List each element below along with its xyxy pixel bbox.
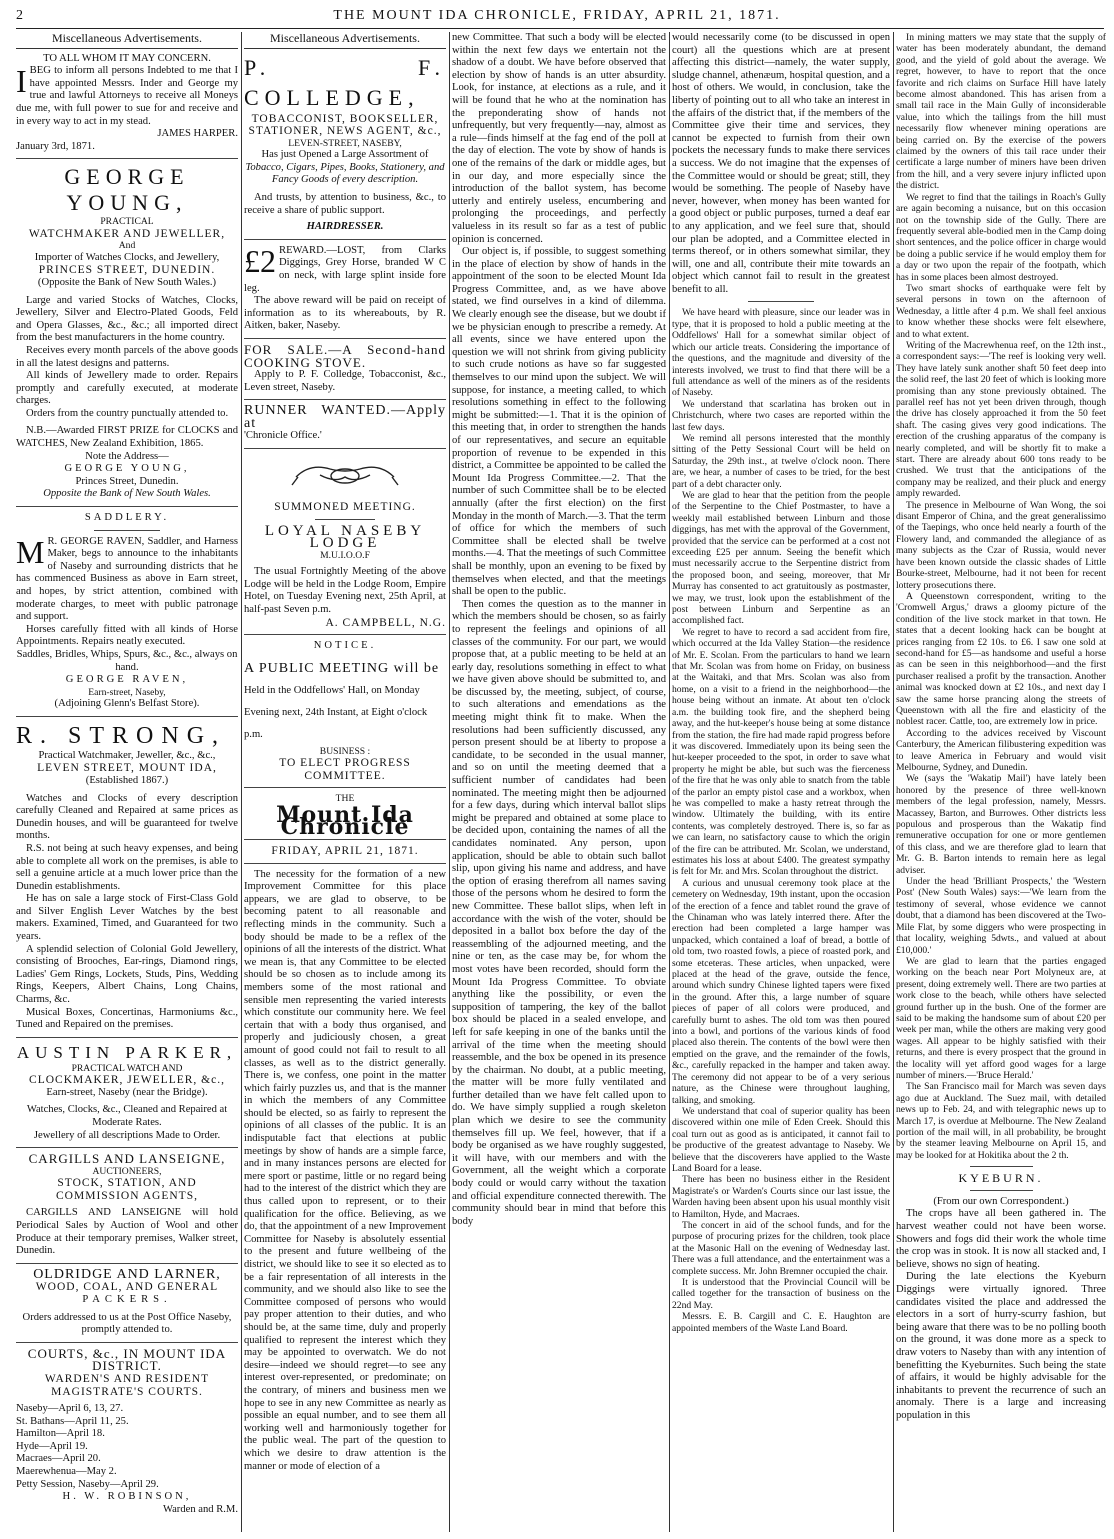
ad-line: WATCHMAKER AND JEWELLER, [28,227,226,240]
parker-ad [16,1043,238,1142]
ad-signature: JAMES HARPER. [157,128,238,140]
divider [315,519,376,520]
news-item: The San Francisco mail for March was seven days ago due at Auckland. The Suez mail, with detailed news up to Feb. 24, and with telegraphic news up to March 17, is overdue at Melbourne. The New Zealand portion of the mail will, in all probability, be brought by the steamer leaving Melbourne on April 15, and may be looked for at Hokitika about the 2 th. [896,1081,1106,1161]
ad-signature: H. W. ROBINSON, [62,1491,192,1503]
divider [16,1263,238,1264]
ad-heading: A PUBLIC MEETING will be [244,660,440,676]
section-title: Miscellaneous Advertisements. [16,32,238,49]
page-number: 2 [16,8,23,23]
colledge-ad [244,53,446,234]
divider [244,787,446,788]
ad-line: Importer of Watches Clocks, and Jewellery, [34,251,220,263]
ad-line: 'Chronicle Office.' [244,430,322,442]
ad-line: Evening next, 24th Instant, at Eight o'clock [244,706,428,718]
editorial-text: The necessity for the formation of a new Improvement Committee for this place appears, we are glad to observe, to be becoming patent to all reasonable and reflecting minds in the community. Such a body should be made to be a reflex of the opinions of all the interests of the district. What we mean is, that any Committee to be elected should be so chosen as to include among its members some of the most rational and sensible men representing the varied interests which constitute our community here. We feel certain that with a body thus organised, and properly and judiciously chosen, a great amount of good could not fail to result to all classes, as well as to the district generally. There is, we confess, one point in the matter which fairly puzzles us, and that is the manner in which the members of any Committee should be elected, so as fairly to represent the opinions of all classes of the public. It is an indisputable fact that elections at public meetings by show of hands are a simple farce, and in many instances persons are elected for mere sport or pastime, little or no regard being had to the interest of the district which they are thus called upon to represent, or to their qualification for the office. Believing, as we do, that the appointment of a new Improvement Committee for Naseby is absolutely essential to the present and future wellbeing of the district, we should like to see it so elected as to be a fair representation of all interests in the community, and we should also like to see the Committee composed of persons who would pay proper attention to their duties, and who should be, at the same time, duly and properly qualified to represent the interest which they may be appointed to overwatch. We do not desire—indeed we should regret—to see any interest over-represented, or predominate; on the contrary, of miners and business men we hope to see in any new Committee as nearly as possible an equal number, and to see them all working well and harmoniously together for the public weal. The part of the question to which we desire to draw attention is the manner or mode of election of a [244,868,446,1472]
news-item: Messrs. E. B. Cargill and C. E. Haughton are appointed members of the Waste Land Board. [672,1311,890,1334]
ad-line: (Established 1867.) [85,774,169,786]
meeting-ad [244,640,446,782]
divider [16,1342,238,1343]
ad-line: Tobacco, Cigars, Pipes, Books, Stationery, and Fancy Goods of every description. [245,161,445,186]
ad-line: WARDEN'S AND RESIDENT MAGISTRATE'S COURTS. [44,1372,210,1398]
divider [16,158,238,159]
ad-line: Practical Watchmaker, Jeweller, &c., &c., [38,749,216,761]
column-4 [672,32,890,1334]
ad-line: CLOCKMAKER, JEWELLER, &c., [29,1074,225,1087]
court-date: St. Bathans—April 11, 25. [16,1415,129,1427]
news-item: The presence in Melbourne of Wan Wong, the soi disant Emperor of China, and the great generalissimo of the Taepings, who once held nearly a fourth of the Flowery land, and commanded the allegiance of as many subjects as the Czar of Russia, would never have been known outside the classic shades of Little Bourke-street, Melbourne, had it not been for recent lottery prosecutions there. [896,499,1106,591]
news-item: We understand that coal of superior quality has been discovered within one mile of Eden Creek. Should this coal turn out as good as is anticipated, it cannot fail to be productive of the greatest advantage to Naseby. We believe that the discoverers have applied to the Waste Land Board for a lease. [672,1105,890,1174]
courts-notice [16,1345,238,1517]
ad-body: And trusts, by attention to business, &c., to receive a share of public support. [244,191,446,216]
section-title: Miscellaneous Advertisements. [244,32,446,49]
reward-amount: £2 [244,242,276,279]
ad-body: BEG to inform all persons Indebted to me that I have appointed Messrs. Inder and George my true and lawful Attorneys to receive all Moneys due me, with full power to sue for and receive and in every way to act in my stead. [16,65,238,127]
divider [94,530,161,531]
court-date: Naseby—April 6, 13, 27. [16,1403,124,1415]
news-item: We understand that scarlatina has broken out in Christchurch, where two cases are reported within the last few days. [672,398,890,433]
divider [16,506,238,507]
kyeburn-text: The crops have all been gathered in. The harvest weather could not have been worse. Showers and fogs did their work the whole time the crop was in stook. It is now all stacked and, I believe, shows no sign of heating. [896,1208,1106,1270]
ad-name: P. F. COLLEDGE, [244,54,446,110]
oldridge-ad [16,1266,238,1337]
nameplate [244,793,446,863]
header-rule [16,28,1104,29]
ad-heading: NOTICE. [313,640,377,652]
ad-heading: SUMMONED MEETING. [274,501,416,514]
ad-name: CARGILLS AND LANSEIGNE, [28,1151,226,1167]
clasped-hands-icon [290,455,400,495]
news-item: Two smart shocks of earthquake were felt by several persons in town on the afternoon of Wednesday, a little after 4 p.m. We shall feel anxious to know whether these shocks were felt elsewhere, and to what extent. [896,282,1106,340]
raven-ad [16,512,238,711]
ad-line: Princes Street, Dunedin. [75,475,179,487]
ad-body: Orders from the country punctually attended to. [26,407,229,419]
ad-line: STOCK, STATION, AND COMMISSION AGENTS, [56,1177,198,1202]
editorial-text: new Committee. That such a body will be elected within the next few days we entertain not the shadow of a doubt. We have before observed that election by show of hands is an utter absurdity. Look, for instance, at elections as a rule, and it will be found that he who at the nomination has the preponderating show of hands not unfrequently, but very frequently—nay, almost as a rule—finds himself at the fag end of the poll at the day of election. The vote by show of hands is one of the remains of the dark or middle ages, but in our day, and more especially since the introduction of the ballot system, has become utterly and entirely useless, encumbering and prolonging the proceedings, and perfectly valueless in its result so far as a test of public opinion is concerned. [452,32,666,245]
kyeburn-heading: KYEBURN. [958,1171,1044,1186]
editorial-text: Then comes the question as to the manner in which the members should be chosen, so as fairly to represent the feelings and opinions of all classes of the community. For our part, we would propose that, at a public meeting to be held at an early day, resolutions something in effect to what we have given above should be submitted to, and be discussed by, the meeting, subject, of course, to such alterations and emendations as the meeting might think fit to make. When the resolutions had been sufficiently discussed, any person present should be at liberty to propose a candidate, to be seconded in the usual manner, and so on until the meeting deemed that a sufficient number of candidates had been nominated. The meeting might then be adjourned for a few days, during which interval ballot slips might be prepared and obtained at some place to be decided upon, containing the names of all the candidates nominated. Any person, upon application, should be able to obtain such ballot slip, upon giving his name and address, and have the option of erasing therefrom all names saving those of the persons whom he desired to form the new Committee. These ballot slips, when left in accordance with the wish of the voter, should be deposited in a ballot box before the day of the reassembling of the adjourned meeting, and the nine or ten, as the case may be, for whom the most votes have been recorded, should form the Mount Ida Progress Committee. To obviate anything like the possibility, or even the supposition of tampering, the key of the ballot box should be placed in a sealed envelope, and left for safe keeping in one of the banks until the arrival of the time when the meeting should reassemble, and the box be opened in its presence by the chairman. No doubt, at a public meeting, the matter will be more fully ventilated and further detailed than we have felt called upon to do. We have simply supplied a rough skeleton plan which we desire to see the community themselves fill up. We feel, however, that if a body be organised as we have roughly suggested, it will have, with our members and with the Government, all the weight which a corporate body could or would carry without the taxation and official expenditure connected therewith. The community should bear in mind that before this body [452,598,666,1227]
ad-signature: A. CAMPBELL, N.G. [325,616,446,629]
ad-line: TO ELECT PROGRESS COMMITTEE. [279,757,411,782]
news-item: We (says the 'Wakatip Mail') have lately been honored by the presence of three well-known members of the legal profession, namely, Messrs. Macassey, Barton, and Burrowes. Other districts less populous and prosperous than the Wakatip find remunerative occupation for one or more gentlemen of this class, and we are therefore glad to learn that Mr. G. B. Barton intends to remain here as legal adviser. [896,773,1106,876]
news-item: Writing of the Macrewhenua reef, on the 12th inst., a correspondent says:—'The reef is looking very well. They have lately sunk another shaft 50 feet deep into the solid reef, the last 20 feet of which is looking more promising than any stone previously obtained. The parallel reef has not yet been driven through, though the drive has closely approached it from the 50 feet shaft. The casing gives very good indications. The erection of the crushing apparatus of the company is nearly completed, and will be shortly fit to make a start. There are already about 600 tons ready to be crushed. We trust that the anticipations of the company may be realized, and their pluck and energy amply rewarded. [896,339,1106,500]
cargills-ad [16,1153,238,1258]
column-3 [452,32,666,1228]
sale-ad [244,341,446,394]
ad-body: Horses carefully fitted with all kinds of Horse Appointments. Repairs neatly executed. [16,623,238,648]
ad-body: CARGILLS AND LANSEIGNE will hold Periodical Sales by Auction of Wool and other Produce at their temporary premises, Walker street, Dunedin. [16,1207,238,1257]
ad-line: LEVEN-STREET, NASEBY, [288,137,402,149]
divider [244,634,446,635]
column-rule [449,32,450,1532]
ad-heading: RUNNER WANTED.—Apply at [244,403,446,431]
ad-line: Has just Opened a Large Assortment of [261,149,429,161]
column-rule [241,32,242,1532]
column-rule [893,32,894,1532]
column-5 [896,32,1106,1423]
ad-line: Held in the Oddfellows' Hall, on Monday [244,684,420,696]
news-item: We remind all persons interested that the monthly sitting of the Petty Sessional Court will be held on Saturday, the 29th inst., at twelve o'clock noon. There are, we hear, a number of cases to be tried, for the best part of a debt character only. [672,432,890,490]
divider [970,1166,1033,1167]
court-date: Hyde—April 19. [16,1440,88,1452]
court-date: Maerewhenua—May 2. [16,1466,117,1478]
running-head: THE MOUNT IDA CHRONICLE, FRIDAY, APRIL 21, 1871. [333,8,781,23]
divider [16,1147,238,1148]
ad-name: R. STRONG, [16,722,227,749]
ad-body: Apply to P. F. Colledge, Tobacconist, &c., Leven street, Naseby. [244,369,446,393]
reward-ad [244,242,446,333]
ad-line: p.m. [244,728,263,740]
ad-line: TOBACCONIST, BOOKSELLER, STATIONER, NEWS AGENT, &c., [248,112,442,138]
divider [16,1037,238,1038]
news-item: We are glad to hear that the petition from the people of the Serpentine to the Chief Postmaster, to have a weekly mail established between Linburn and those diggings, has met with the approval of the Government, provided that the service can be performed at a cost not exceeding £25 per annum. Seeing the benefit which must necessarily accrue to the Serpentine district from the proposed boon, and seeing, moreover, that Mr Murray has consented to act gratuitously as postmaster, we may, we trust, look upon the establishment of the post between Linburn and Serpentine as an accomplished fact. [672,489,890,627]
ad-line: Earn-street, Naseby, [88,686,166,698]
ad-body: Watches, Clocks, &c., Cleaned and Repaired at Moderate Rates. [26,1104,228,1128]
ad-heading: COURTS, &c., IN MOUNT IDA DISTRICT. [27,1345,227,1374]
issue-date: FRIDAY, APRIL 21, 1871. [271,845,419,857]
kyeburn-text: During the late elections the Kyeburn Diggings were virtually ignored. Three candidates visited the place and addressed the electors in a sort of hurry-scurry fashion, but being aware that there was to be no polling booth on the ground, it was done more as a speck to draw voters to Naseby than with any intention of benefitting the Kyeburnites. Such being the state of affairs, it would be highly advisable for the inhabitants to prevent the recurrence of such an anomaly. There is a large and increasing population in this [896,1271,1106,1421]
ad-line: And [118,240,136,252]
nameplate-the: THE [335,793,355,805]
news-item: Under the head 'Brilliant Prospects,' the 'Western Post' (New South Wales) says:—'We learn from the testimony of several, whose evidence we cannot doubt, that a diamond has been discovered at the Two-Mile Flat, by some diggers who were prospecting in that locality, weighing 5dwts., and valued at about £10,000.' [896,876,1106,956]
ad-line: M.U.I.O.O.F [320,549,370,561]
drop-cap: I [16,63,27,100]
ad-line: Earn-street, Naseby (near the Bridge). [46,1086,208,1098]
news-item: It is understood that the Provincial Council will be called together for the transaction of business on the 22nd May. [672,1277,890,1311]
news-item: There has been no business either in the Resident Magistrate's or Warden's Courts since our last issue, the Warden having been absent upon his usual monthly visit to Hamilton, Hyde, and Macraes. [672,1174,890,1220]
column-rule [669,32,670,1532]
ad-body: N.B.—Awarded FIRST PRIZE for CLOCKS and WATCHES, New Zealand Exhibition, 1865. [16,425,238,450]
ad-line: BUSINESS : [319,745,371,757]
ad-line: (Opposite the Bank of New South Wales.) [37,276,217,288]
court-date: Petty Session, Naseby—April 29. [16,1478,159,1490]
ad-line: GEORGE YOUNG, [64,463,190,475]
ad-body: He has on sale a large stock of First-Class Gold and Silver English Lever Watches by the best makers. Examined, Timed, and Guaranteed for two years. [16,893,238,943]
divider [244,338,446,339]
divider [244,239,446,240]
ad-name: GEORGE YOUNG, [64,164,190,216]
ad-name: LOYAL NASEBY LODGE [264,522,426,552]
ad-date: January 3rd, 1871. [16,140,95,152]
lodge-ad [244,455,446,629]
divider [970,1190,1033,1191]
strong-ad [16,722,238,1032]
ad-heading: TO ALL WHOM IT MAY CONCERN. [43,52,211,64]
ad-body: R.S. not being at such heavy expenses, and being able to complete all work on the premises, is able to sell a genuine article at a much lower price than the Dunedin establishments. [16,842,238,892]
ad-line: LEVEN STREET, MOUNT IDA, [37,762,217,775]
news-item: A Queenstown correspondent, writing to the 'Cromwell Argus,' draws a gloomy picture of the condition of the live stock market in that town. He states that a decent looking hack can be bought at prices ranging from £2 10s. to £6. I saw one sold at second-hand for £5—as handsome and useful a horse as can be seen in this neighborhood—and the first purchaser realised a profit by the transaction. Another animal was knocked down at £2 10s., and next day I saw the same horse prancing along the streets of Queenstown with all the fire and elasticity of the noblest racer. Cattle, too, are extremely low in price. [896,590,1106,728]
kyeburn-byline: (From our own Correspondent.) [933,1195,1069,1207]
ad-body: R. GEORGE RAVEN, Saddler, and Harness Maker, begs to announce to the inhabitants of Naseby and surrounding districts that he has commenced Business as above in Earn street, and hopes, by strict attention, combined with moderate charges, to meet with public patronage and support. [16,535,238,623]
editorial-text: Our object is, if possible, to suggest something in the place of election by show of hands in the appointment of the soon to be elected Mount Ida Progress Committee, and, as we have above stated, we find ourselves in a kind of dilemma. We clearly enough see the disease, but we doubt if we be physician enough to prescribe a remedy. At all events, since we have entered upon the question we will not shrink from giving publicity to such crude notions as have so far suggested themselves to our mind upon the subject. We will suppose, for instance, a meeting called, to which resolutions something in effect to the following might be submitted:—1. That it is the opinion of this meeting that, in order to strengthen the hands of our representatives, and secure an equitable proportion of revenue to be expended in this district, a Committee be appointed to be called the Mount Ida Progress Committee.—2. That the number of such Committee shall be to be elected annually (after the first election) on the first Monday in the month of March.—3. That the term of office for which the members of such Committee shall be elected shall be twelve months.—4. That the meetings of such Committee shall be monthly, upon an evening to be fixed by themselves when elected, and that the meetings shall be open to the public. [452,246,666,598]
ad-name: AUSTIN PARKER, [16,1042,238,1062]
ad-line: WOOD, COAL, AND GENERAL [35,1281,219,1294]
ad-body: The usual Fortnightly Meeting of the above Lodge will be held in the Lodge Room, Empire Hotel, on Tuesday Evening next, 25th April, at half-past Seven p.m. [244,566,446,616]
ad-line: PRACTICAL [100,216,154,228]
ad-line: (Adjoining Glenn's Belfast Store). [54,698,200,710]
page-header [0,6,1114,26]
news-item: A curious and unusual ceremony took place at the cemetery on Wednesday, 19th instant, upon the occasion of the erection of a fence and tablet round the grave of the Chinaman who was lately interred there. After the erection had been completed a large hamper was unpacked, which contained a loaf of bread, a bottle of old tom, two roasted fowls, a piece of roasted pork, and some etceteras. These articles, when unpacked, were placed at the head of the grave, outside the fence, around which sundry Chinese lighted tapers were fixed in the ground. After this, a large number of square pieces of paper of all colors were produced, and carefully burnt to ashes. The old tom was then poured into a bowl, and portions of the various kinds of food placed also therein. The contents of the bowl were then emptied on the grave, and the remainder of the fowls, &c., carefully repacked in the hamper and taken away. The ceremony did not appear to be of a very serious nature, as the Chinese were throughout laughing, talking, and smoking. [672,877,890,1106]
divider [748,301,813,302]
news-item: We regret to have to record a sad accident from fire, which occurred at the Ida Valley Station—the residence of Mr. E. Scolan. From the particulars to hand we learn that Mr. Scolan was from home on Friday, on business at the Waitaki, and that Mrs. Scolan was also from home, on a visit to a friend in the neighborhood—the house being without an inmate. At about ten o'clock a.m. the building took fire, and the shepherd being away, and the hut-keeper's house being at some distance from the station, the fire had made rapid progress before it was discovered. Immediately upon its being seen the hut-keeper proceeded to the spot, in order to save what property he might be able, but such was the fierceness of the fire that he was only able to snatch from the table of the parlor an empty pistol case and a workbox, when he was compelled to make a hasty retreat through the window. Ultimately the building, with its entire contents, was completely destroyed. There is, so far as we can learn, no satisfactory cause to which the origin of the fire can be attributed. Mr. Scolan, we understand, estimates his loss at about £400. The greatest sympathy is felt for Mr. and Mrs. Scolan throughout the district. [672,626,890,878]
court-date: Macraes—April 20. [16,1453,101,1465]
divider [244,863,446,864]
ad-body: All kinds of Jewellery made to order. Repairs promptly and carefully executed, at moderate charges. [16,370,238,407]
ad-body: Orders addressed to us at the Post Office Naseby, promptly attended to. [22,1311,232,1336]
ad-line: PRACTICAL WATCH AND [71,1062,183,1074]
ad-heading: SADDLERY. [84,512,170,524]
ad-line: Saddles, Bridles, Whips, Spurs, &c., &c., always on hand. [16,648,238,673]
news-item: We have heard with pleasure, since our leader was in type, that it is proposed to hold a public meeting at the Oddfellows' Hall for a somewhat similar object of which our article treats. Considering the importance of the questions, and the magnitude and diversity of the interests involved, we trust to find that there will be a full attendance as well of the miners as of the residents of Naseby. [672,307,890,399]
ad-line: GEORGE RAVEN, [65,674,189,686]
ad-line: AUCTIONEERS, [92,1165,162,1177]
news-item: According to the advices received by Viscount Canterbury, the American filibustering expedition was to leave America in February and would visit Melbourne, Sydney, and Dunedin. [896,727,1106,773]
column-1 [16,32,238,1516]
ad-line: PACKERS. [82,1293,172,1305]
harper-ad [16,53,238,154]
nameplate-title: Mount Ida Chronicle [276,801,414,841]
drop-cap: M [16,533,45,570]
court-date: Hamilton—April 18. [16,1428,105,1440]
ad-body: REWARD.—LOST, from Clarks Diggings, Grey Horse, branded W C on neck, with large splint inside fore leg. [244,244,446,294]
news-item: In mining matters we may state that the supply of water has been moderately abundant, the demand good, and the yield of gold about the average. We regret, however, to have to report that the once favorite and rich claims on Surface Hill have lately become almost abandoned. This has arisen from a small tail race in the Main Gully of inconsiderable value, into which the tailings from the hill must necessarily flow whenever mining operations are being carried on. By the exercise of the powers claimed by the owners of this tail race under their certificate a large number of miners have been driven from the hill, and a very severe injury inflicted upon the district. [896,32,1106,192]
runner-ad [244,405,446,443]
ad-body: Musical Boxes, Concertinas, Harmoniums &c., Tuned and Repaired on the premises. [16,1006,238,1031]
ad-body: Receives every month parcels of the above goods in all the latest designs and patterns. [16,344,238,369]
ad-line: Note the Address— [85,450,169,462]
ad-body: Large and varied Stocks of Watches, Clocks, Jewellery, Silver and Electro-Plated Goods, Feld and Opera Glasses, &c., &c.; all imported direct from the best manufacturers in the home country. [16,294,238,344]
ad-body: The above reward will be paid on receipt of information as to its whereabouts, by R. Aitken, baker, Naseby. [244,295,446,332]
ad-line: Warden and R.M. [162,1503,238,1515]
ad-name: OLDRIDGE AND LARNER, [33,1266,221,1282]
column-2 [244,32,446,1473]
news-item: The concert in aid of the school funds, and for the purpose of procuring prizes for the children, took place at the Masonic Hall on the evening of Wednesday last. There was a full attendance, and the entertainment was a complete success. Mr. John Bremner occupied the chair. [672,1219,890,1277]
ad-body: A splendid selection of Colonial Gold Jewellery, consisting of Brooches, Ear-rings, Diamond rings, Ladies' Gem Rings, Lockets, Studs, Pins, Wedding Rings, Keepers, Albert Chains, Long Chains, Charms, &c. [16,943,238,1006]
news-item: We regret to find that the tailings in Roach's Gully are again becoming a nuisance, but on this occasion not on the township side of the Gully. There are frequently several able-bodied men in the Camp doing short sentences, and the police officer in charge would be doing a public service if he would employ them for a day or two upon the repair of the footpath, which has in some places been almost destroyed. [896,191,1106,283]
divider [244,399,446,400]
divider [244,448,446,449]
ad-heading: HAIRDRESSER. [306,221,384,233]
ad-line: Opposite the Bank of New South Wales. [43,488,211,500]
young-ad [16,164,238,501]
ad-line: PRINCES STREET, DUNEDIN. [38,264,216,277]
ad-body: Watches and Clocks of every description carefully Cleaned and Repaired at same prices as Dunedin houses, and will be guaranteed for twelve months. [16,792,238,842]
ad-body: Jewellery of all descriptions Made to Order. [33,1129,221,1141]
editorial-text: would necessarily come (to be discussed in open court) all the questions which are at present affecting this district—namely, the water supply, sludge channel, athenæum, hospital question, and a host of others. We would, in conclusion, take the liberty of pointing out to all who take an interest in the affairs of the district that, if the members of the Committee give their time and services, they cannot be expected to furnish from their own pockets the necessary funds to make there services a success. We do not imagine that the expenses of the Committee would or should be great; still, they would be something. The people of Naseby have never, however, when money has been wanted for a good object or public purposes, turned a deaf ear to any application, and we feel sure that, should our plan be adopted, and a Committee elected in terms thereof, or in others somewhat similar, they will, one and all, contribute their mite towards an object which cannot fail to result in the greatest benefit to all. [672,32,890,295]
news-item: We are glad to learn that the parties engaged working on the beach near Port Molyneux are, at present, doing extremely well. There are two parties at work close to the beach, while others have selected ground further up in the bush. One of the former are said to be making the handsome sum of about £20 per week per man, while the others are making very good wages. All appear to be highly satisfied with their returns, and there is every prospect that the ground in the locality will yet afford good wages for a large number of miners.—'Bruce Herald.' [896,955,1106,1081]
divider [16,716,238,717]
ad-heading: FOR SALE.—A Second-hand COOKING STOVE. [244,341,446,370]
